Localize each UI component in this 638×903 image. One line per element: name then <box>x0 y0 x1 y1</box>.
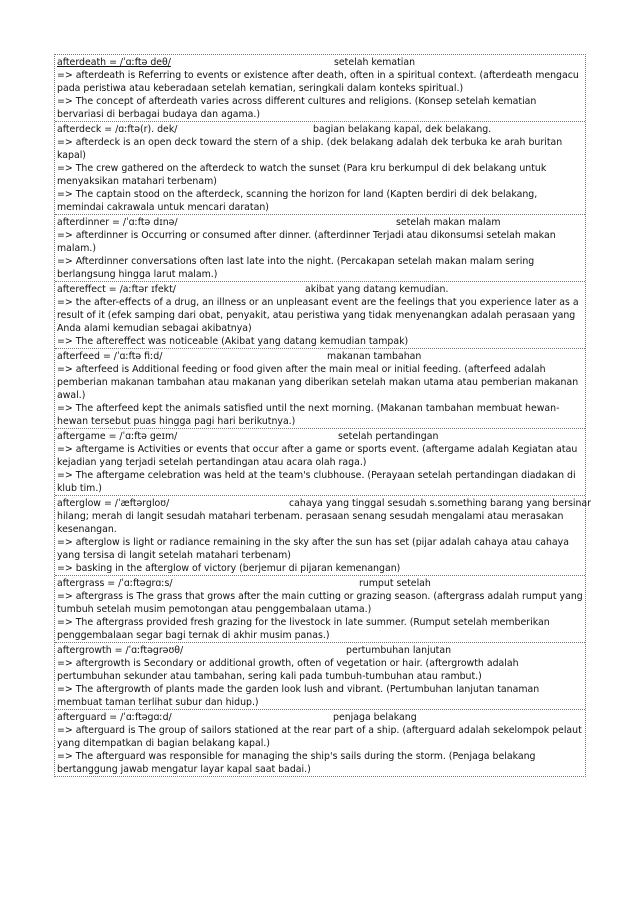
entry-example: => The aftergame celebration was held at the team's clubhouse. (Perayaan setelah pertandingan diadakan di klub tim.) <box>57 470 576 494</box>
entry-term: aftergame = /ˈɑːftə geɪm/ <box>57 431 178 442</box>
entry-term: aftergrowth = /ˈɑːftəgrəʊθ/ <box>57 645 184 656</box>
entry-definition: => afterdinner is Occurring or consumed after dinner. (afterdinner Terjadi atau dikonsumsi setelah makan malam.) <box>57 230 556 254</box>
entry-definition: => afterglow is light or radiance remaining in the sky after the sun has set (pijar adalah cahaya atau cahaya yang tersisa di langit setelah matahari terbenam) <box>57 537 569 561</box>
entry-meaning: pertumbuhan lanjutan <box>346 645 452 656</box>
entry-meaning: cahaya yang tinggal sesudah s.something barang yang bersinar <box>289 498 591 509</box>
entry-term: afterfeed = /ˈɑːftə fiːd/ <box>57 351 163 362</box>
entry-aftereffect <box>55 282 585 349</box>
entry-afterfeed <box>55 349 585 429</box>
entry-head <box>57 283 583 296</box>
entry-head <box>57 430 583 443</box>
entry-term: afterdeck = /ɑːftə(r). dek/ <box>57 124 178 135</box>
entry-afterdeath <box>55 55 585 122</box>
entry-meaning: penjaga belakang <box>333 712 417 723</box>
entry-meaning: makanan tambahan <box>327 351 422 362</box>
entry-term: afterglow = /ˈæftərgloʊ/ <box>57 498 170 509</box>
entry-term: aftergrass = /ˈɑːftəgrɑːs/ <box>57 578 173 589</box>
entry-term: afterguard = /ˈɑːftəgɑːd/ <box>57 712 172 723</box>
entry-example: => The captain stood on the afterdeck, scanning the horizon for land (Kapten berdiri di dek belakang, memindai cakrawala untuk mencari daratan) <box>57 189 538 213</box>
entry-afterdinner <box>55 215 585 282</box>
entry-example: => basking in the afterglow of victory (berjemur di pijaran kemenangan) <box>57 563 401 574</box>
entry-example: => The crew gathered on the afterdeck to watch the sunset (Para kru berkumpul di dek belakang untuk menyaksikan matahari terbenam) <box>57 163 547 187</box>
entry-meaning: setelah kematian <box>334 57 416 68</box>
entry-meaning: setelah pertandingan <box>338 431 439 442</box>
entry-example: => Afterdinner conversations often last late into the night. (Percakapan setelah makan malam sering berlangsung hingga larut malam.) <box>57 256 535 280</box>
entry-definition: => the after-effects of a drug, an illness or an unpleasant event are the feelings that you experience later as a result of it (efek samping dari obat, penyakit, atau peristiwa yang tidak menyenangkan adalah perasaan yang Anda alami kemudian sebagai akibatnya) <box>57 297 579 334</box>
entry-definition: => afterfeed is Additional feeding or food given after the main meal or initial feeding. (afterfeed adalah pemberian makanan tambahan atau makanan yang diberikan setelah makan utama atau pemberian makanan awal.) <box>57 364 579 401</box>
entry-head <box>57 711 583 724</box>
entry-meaning-continued: hilang; merah di langit sesudah matahari terbenam. perasaan senang sesudah mengalami atau merasakan kesenangan. <box>57 511 564 535</box>
entry-aftergrass <box>55 576 585 643</box>
entry-definition: => aftergrass is The grass that grows after the main cutting or grazing season. (aftergrass adalah rumput yang tumbuh setelah musim pemotongan atau penggembalaan utama.) <box>57 591 583 615</box>
entry-aftergame <box>55 429 585 496</box>
entry-example: => The aftereffect was noticeable (Akibat yang datang kemudian tampak) <box>57 336 409 347</box>
entry-head <box>57 497 591 510</box>
entry-head <box>57 350 583 363</box>
entry-meaning: akibat yang datang kemudian. <box>305 284 449 295</box>
entry-aftergrowth <box>55 643 585 710</box>
entry-example: => The concept of afterdeath varies across different cultures and religions. (Konsep setelah kematian bervariasi di berbagai budaya dan agama.) <box>57 96 537 120</box>
entry-definition: => afterdeath is Referring to events or existence after death, often in a spiritual context. (afterdeath mengacu pada peristiwa atau keberadaan setelah kematian, seringkali dalam konteks spiritual.) <box>57 70 579 94</box>
entry-definition: => afterdeck is an open deck toward the stern of a ship. (dek belakang adalah dek terbuka ke arah buritan kapal) <box>57 137 563 161</box>
entry-example: => The afterfeed kept the animals satisfied until the next morning. (Makanan tambahan membuat hewan-hewan tersebut puas hingga pagi hari berikutnya.) <box>57 403 560 427</box>
entry-example: => The aftergrowth of plants made the garden look lush and vibrant. (Pertumbuhan lanjutan tanaman membuat taman terlihat subur dan hidup.) <box>57 684 540 708</box>
entry-definition: => aftergame is Activities or events that occur after a game or sports event. (aftergame adalah Kegiatan atau kejadian yang terjadi setelah pertandingan atau acara olah raga.) <box>57 444 578 468</box>
entry-meaning: rumput setelah <box>359 578 431 589</box>
entry-term: afterdinner = /ˈɑːftə dɪnə/ <box>57 217 178 228</box>
entry-meaning: bagian belakang kapal, dek belakang. <box>313 124 492 135</box>
entry-afterglow <box>55 496 591 576</box>
entry-head <box>57 56 583 69</box>
entry-meaning: setelah makan malam <box>396 217 501 228</box>
entry-head <box>57 216 583 229</box>
entry-term: afterdeath = /ˈɑːftə deθ/ <box>57 57 171 68</box>
entry-head <box>57 123 583 136</box>
entry-definition: => aftergrowth is Secondary or additional growth, often of vegetation or hair. (aftergrowth adalah pertumbuhan sekunder atau tambahan, sering kali pada tumbuh-tumbuhan atau rambut.) <box>57 658 519 682</box>
entry-term: aftereffect = /aːftər ɪfekt/ <box>57 284 176 295</box>
entry-afterguard <box>55 710 585 776</box>
dictionary-page <box>54 54 591 777</box>
entry-definition: => afterguard is The group of sailors stationed at the rear part of a ship. (afterguard adalah sekelompok pelaut yang ditempatkan di bagian belakang kapal.) <box>57 725 582 749</box>
entry-example: => The afterguard was responsible for managing the ship's sails during the storm. (Penjaga belakang bertanggung jawab mengatur layar kapal saat badai.) <box>57 751 536 775</box>
entry-example: => The aftergrass provided fresh grazing for the livestock in late summer. (Rumput setelah memberikan penggembalaan segar bagi ternak di akhir musim panas.) <box>57 617 550 641</box>
entry-afterdeck <box>55 122 585 215</box>
entry-head <box>57 577 583 590</box>
entry-head <box>57 644 583 657</box>
